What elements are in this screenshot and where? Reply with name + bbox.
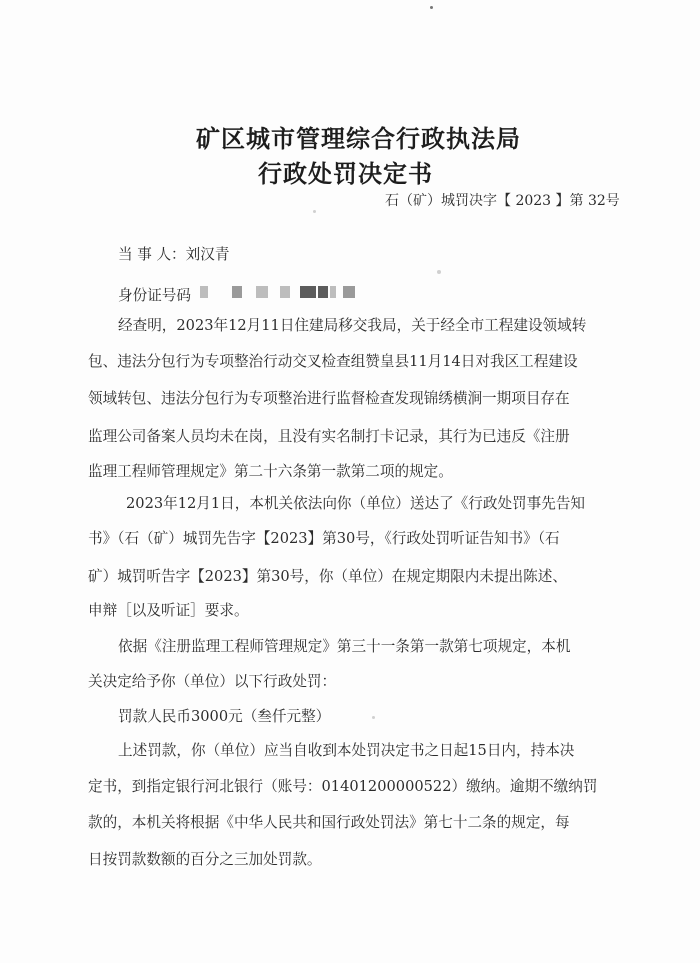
agency-title: 矿区城市管理综合行政执法局 [196, 124, 521, 153]
paragraph-line: 关决定给予你（单位）以下行政处罚： [88, 673, 337, 690]
paragraph-line: 依据《注册监理工程师管理规定》第三十一条第一款第七项规定，本机 [118, 638, 571, 655]
paragraph-line: 2023年12月1日，本机关依法向你（单位）送达了《行政处罚事先告知 [126, 495, 586, 512]
paragraph-line: 款的，本机关将根据《中华人民共和国行政处罚法》第七十二条的规定，每 [88, 814, 570, 831]
paragraph-line: 上述罚款，你（单位）应当自收到本处罚决定书之日起15日内，持本决 [118, 742, 575, 759]
scan-speck [437, 270, 441, 274]
document-title: 行政处罚决定书 [258, 159, 433, 188]
id-number-label: 身份证号码 [118, 287, 191, 304]
scan-speck [372, 716, 375, 719]
paragraph-line: 定书，到指定银行河北银行（账号：01401200000522）缴纳。逾期不缴纳罚 [88, 778, 598, 795]
paragraph-line: 包、违法分包行为专项整治行动交叉检查组赞皇县11月14日对我区工程建设 [88, 353, 578, 370]
paragraph-line: 经查明，2023年12月11日住建局移交我局，关于经全市工程建设领域转 [118, 317, 587, 334]
paragraph-line: 监理公司备案人员均未在岗，且没有实名制打卡记录，其行为已违反《注册 [88, 428, 570, 445]
paragraph-line: 领域转包、违法分包行为专项整治进行监督检查发现锦绣横涧一期项目存在 [88, 390, 570, 407]
paragraph-line: 申辩［以及听证］要求。 [88, 602, 249, 619]
party-name-line: 当 事 人：刘汉青 [118, 246, 230, 263]
paragraph-line: 矿）城罚听告字【2023】第30号，你（单位）在规定期限内未提出陈述、 [88, 568, 567, 585]
paragraph-line: 监理工程师管理规定》第二十六条第一款第二项的规定。 [88, 463, 453, 480]
penalty-amount: 罚款人民币3000元（叁仟元整） [118, 708, 331, 725]
redacted-id-number [200, 286, 365, 300]
document-number: 石（矿）城罚决字【 2023 】第 32号 [385, 193, 620, 209]
paragraph-line: 书》（石（矿）城罚先告字【2023】第30号，《行政处罚听证告知书》（石 [88, 530, 560, 547]
scan-speck [430, 6, 433, 9]
paragraph-line: 日按罚款数额的百分之三加处罚款。 [88, 851, 322, 868]
scan-speck [313, 210, 316, 213]
